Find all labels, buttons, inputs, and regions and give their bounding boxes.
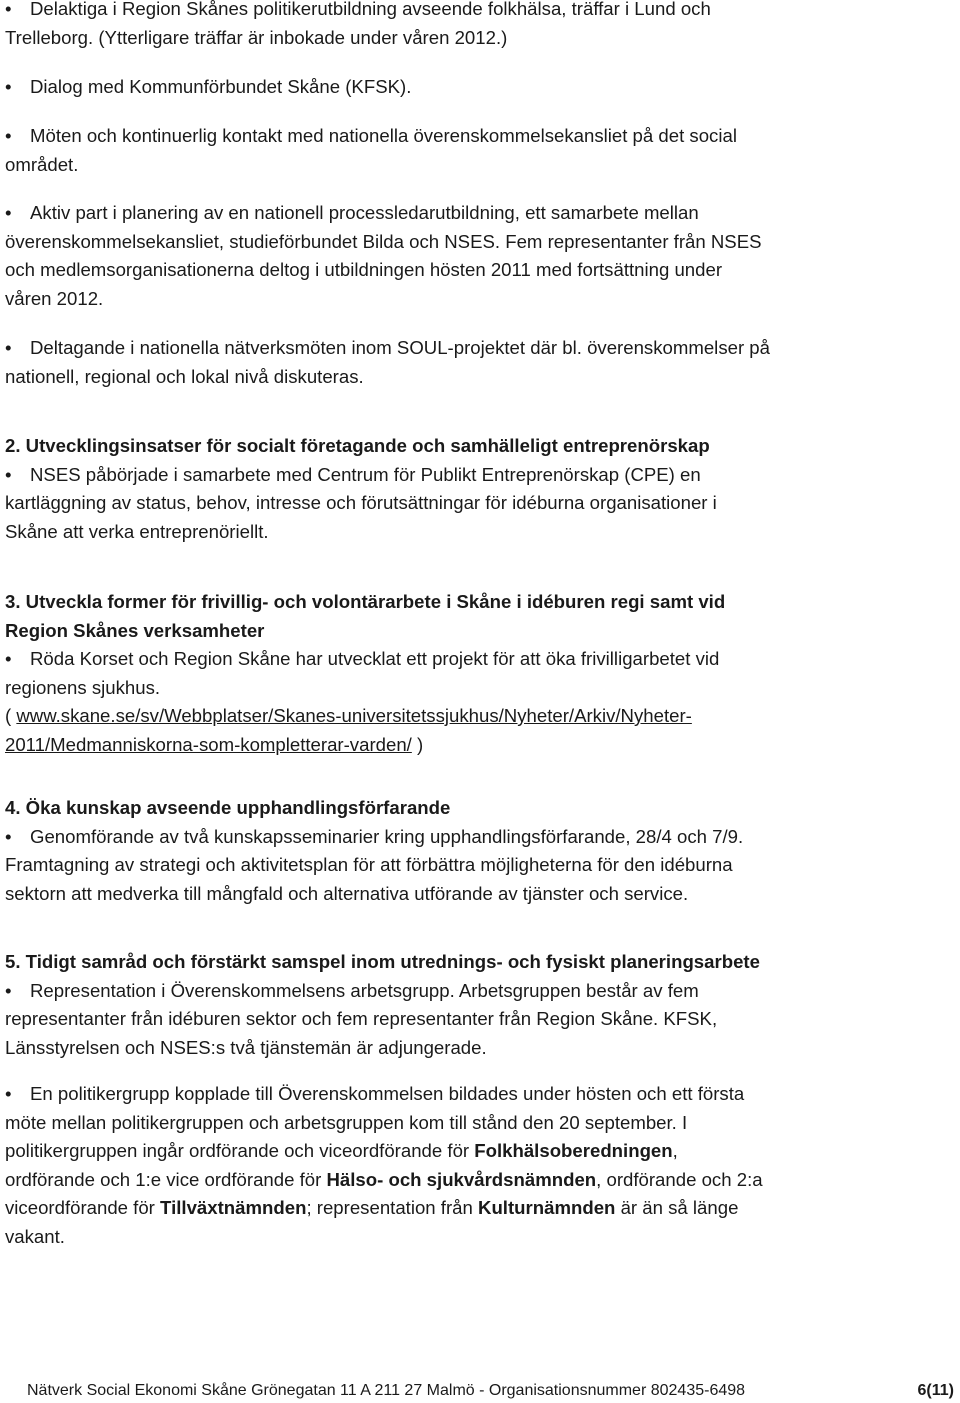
hyperlink-cont[interactable]: 2011/Medmanniskorna-som-kompletterar-varden/ — [5, 733, 412, 755]
footer-text: Nätverk Social Ekonomi Skåne Grönegatan 11 A 211 27 Malmö - Organisationsnummer 802435-6498 — [27, 1382, 746, 1399]
bullet-icon: • — [5, 202, 12, 223]
bullet-icon: • — [5, 463, 12, 485]
bullet-icon: • — [5, 337, 12, 358]
bullet-icon: • — [5, 979, 12, 1001]
section-heading-cont: Region Skånes verksamheter — [5, 619, 265, 641]
list-item: • Aktiv part i planering av en nationell processledarutbildning, ett samarbete mellan överenskommelsekansliet, studieförbundet Bilda och NSES. Fem representanter från NSES och medlemsorganisationerna deltog i utbildningen hösten 2011 med fortsättning under våren 2012. — [5, 199, 955, 313]
bullet-icon: • — [5, 0, 12, 19]
bullet-icon: • — [5, 76, 12, 97]
list-item: • Deltagande i nationella nätverksmöten inom SOUL-projektet där bl. överenskommelser på nationell, regional och lokal nivå diskuteras. — [5, 334, 955, 391]
section-3: 3. Utveckla former för frivillig- och volontärarbete i Skåne i idéburen regi samt vid Region Skånes verksamheter • Röda Korset och Region Skåne har utvecklat ett projekt för att öka frivilligarbetet vid regionens sjukhus. ( www.skane.se/sv/Webbplatser/Skanes-universitetssjukhus/Nyheter/Arkiv/Nyheter- 2011/Medmanniskorna-som-kompletterar-varden/ ) — [5, 591, 726, 755]
section-heading: 4. Öka kunskap avseende upphandlingsförfarande — [5, 797, 451, 818]
section-heading: 5. Tidigt samråd och förstärkt samspel inom utrednings- och fysiskt planeringsarbete — [5, 951, 760, 972]
section-heading: 2. Utvecklingsinsatser för socialt företagande och samhälleligt entreprenörskap — [5, 435, 710, 456]
hyperlink[interactable]: www.skane.se/sv/Webbplatser/Skanes-universitetssjukhus/Nyheter/Arkiv/Nyheter- — [16, 705, 692, 726]
bullet-icon: • — [5, 825, 12, 847]
bullet-icon: • — [5, 648, 12, 669]
list-item: • En politikergrupp kopplade till Överenskommelsen bildades under hösten och ett första möte mellan politikergruppen och arbetsgruppen kom till stånd den 20 september. I politikergruppen ingår ordförande och viceordförande för Folkhälsoberedningen, ordförande och 1:e vice ordförande för Hälso- och sjukvårdsnämnden, ordförande och 2:a viceordförande för Tillväxtnämnden; representation från Kulturnämnden är än så länge vakant. — [5, 1080, 955, 1251]
list-item: • Delaktiga i Region Skånes politikerutbildning avseende folkhälsa, träffar i Lund och Trelleborg. (Ytterligare träffar är inbokade under våren 2012.) — [5, 0, 955, 52]
section-heading: 3. Utveckla former för frivillig- och volontärarbete i Skåne i idéburen regi samt vid — [5, 591, 726, 612]
section-2: 2. Utvecklingsinsatser för socialt företagande och samhälleligt entreprenörskap • NSES påbörjade i samarbete med Centrum för Publikt Entreprenörskap (CPE) en kartläggning av status, behov, intresse och förutsättningar för idéburna organisationer i Skåne att verka entreprenöriellt. — [5, 435, 717, 542]
section-5: 5. Tidigt samråd och förstärkt samspel inom utrednings- och fysiskt planeringsarbete • Representation i Överenskommelsens arbetsgrupp. Arbetsgruppen består av fem representanter från idéburen sektor och fem representanter från Region Skåne. KFSK, Länsstyrelsen och NSES:s två tjänstemän är adjungerade. — [5, 951, 760, 1058]
list-item: • Dialog med Kommunförbundet Skåne (KFSK). — [5, 73, 955, 102]
section-4: 4. Öka kunskap avseende upphandlingsförfarande • Genomförande av två kunskapsseminarier kring upphandlingsförfarande, 28/4 och 7/9. Framtagning av strategi och aktivitetsplan för att förbättra möjligheterna för den idéburna sektorn att medverka till mångfald och alternativa utförande av tjänster och service. — [5, 797, 744, 904]
bullet-icon: • — [5, 1083, 12, 1104]
bullet-icon: • — [5, 125, 12, 146]
list-item: • Möten och kontinuerlig kontakt med nationella överenskommelsekansliet på det social området. — [5, 122, 955, 179]
page-number: 6(11) — [917, 1382, 954, 1399]
